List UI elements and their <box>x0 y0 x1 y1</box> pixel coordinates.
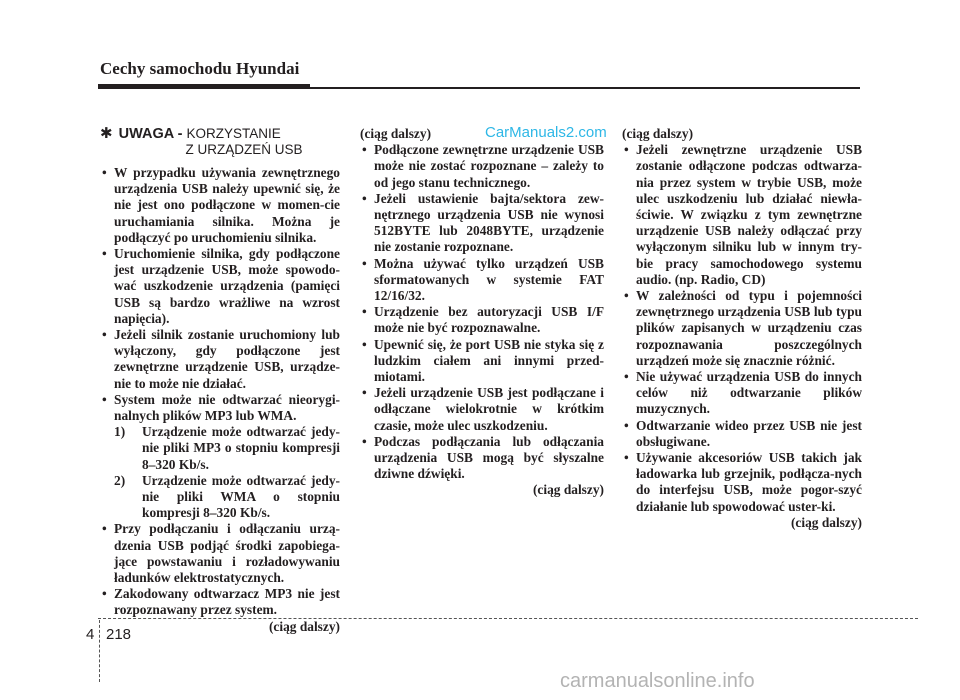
list-item: • W zależności od typu i pojemności zewnętrznego urządzenia USB lub typu plików zapisanych w urządzeniu czas rozpoznawania poszczególnych urządzeń może się znacznie różnić. <box>622 288 862 369</box>
list-item: • Urządzenie bez autoryzacji USB I/F może nie być rozpoznawalne. <box>360 304 604 336</box>
col1-bullet-list <box>100 165 340 619</box>
page-number: 218 <box>106 626 132 643</box>
continued-from-label: (ciąg dalszy) <box>622 126 694 141</box>
sub-item-text: Urządzenie może odtwarzać jedy-nie pliki WMA o stopniu kompresji 8–320 Kb/s. <box>142 472 340 521</box>
list-item: • Upewnić się, że port USB nie styka się z ludzkim ciałem ani innymi przed-miotami. <box>360 337 604 386</box>
page-header-title: Cechy samochodu Hyundai <box>100 59 300 78</box>
column-3 <box>622 126 862 531</box>
caution-heading-line1: KORZYSTANIE <box>186 126 281 141</box>
list-item: • Przy podłączaniu i odłączaniu urzą-dzenia USB podjąć środki zapobiega-jące powstawaniu i rozładowywaniu ładunków elektrostatycznych. <box>100 521 340 586</box>
col3-bullet-list <box>622 142 862 515</box>
list-item: • Uruchomienie silnika, gdy podłączone jest urządzenie USB, może spowodo-wać uszkodzenie urządzenia (pamięci USB są bardzo wrażliwe na wzrost napięcia). <box>100 246 340 327</box>
list-item: • Podłączone zewnętrzne urządzenie USB może nie zostać rozpoznane – zależy to od jego stanu technicznego. <box>360 142 604 191</box>
column-2 <box>360 126 604 499</box>
column-1 <box>100 126 340 635</box>
sub-item-number: 1) <box>114 424 126 440</box>
list-item: • Podczas podłączania lub odłączania urządzenia USB mogą być słyszalne dziwne dźwięki. <box>360 434 604 483</box>
col2-bullet-list <box>360 142 604 482</box>
list-item: • Jeżeli urządzenie USB jest podłączane i odłączane wielokrotnie w krótkim czasie, może ulec uszkodzeniu. <box>360 385 604 434</box>
list-item: • W przypadku używania zewnętrznego urządzenia USB należy upewnić się, że nie jest ono podłączone w momen-cie uruchamiania silnika. Można je podłączyć po uruchomieniu silnika. <box>100 165 340 246</box>
header-rule-thin <box>98 87 860 89</box>
continued-label: (ciąg dalszy) <box>790 514 862 530</box>
footer-vertical-dashed-rule <box>99 620 100 682</box>
list-item: • Jeżeli zewnętrzne urządzenie USB zostanie odłączone podczas odtwarza-nia przez system w trybie USB, może ulec uszkodzeniu lub działać niewła-ściwie. W związku z tym zewnętrzne urządzenie USB należy odłączać przy wyłączonym silniku lub w innym try-bie pracy samochodowego systemu audio. (np. Radio, CD) <box>622 142 862 288</box>
sub-item-text: Urządzenie może odtwarzać jedy-nie pliki MP3 o stopniu kompresji 8–320 Kb/s. <box>142 424 340 472</box>
list-item: • Odtwarzanie wideo przez USB nie jest obsługiwane. <box>622 418 862 450</box>
list-item: • Można używać tylko urządzeń USB sformatowanych w systemie FAT 12/16/32. <box>360 256 604 305</box>
list-item: • Zakodowany odtwarzacz MP3 nie jest rozpoznawany przez system. <box>100 586 340 618</box>
list-item <box>100 392 340 522</box>
sub-item-number: 2) <box>114 472 126 488</box>
caution-keyword: UWAGA - <box>118 126 183 142</box>
continued-label: (ciąg dalszy) <box>532 482 604 498</box>
caution-heading-line2: Z URZĄDZEŃ USB <box>185 142 303 157</box>
list-item: • Używanie akcesoriów USB takich jak ładowarka lub grzejnik, podłącza-nych do interfejsu USB, może pogor-szyć działanie lub spowodować uster-ki. <box>622 450 862 515</box>
asterisk-icon: ✱ <box>100 125 113 142</box>
list-item-text: System może nie odtwarzać nieorygi-nalnych plików MP3 lub WMA. <box>114 391 340 424</box>
watermark-carmanualsonline: carmanualsonline.info <box>560 670 755 692</box>
list-item: • Jeżeli silnik zostanie uruchomiony lub wyłączony, gdy podłączone jest zewnętrzne urządzenie USB, urządze-nie to może nie działać. <box>100 327 340 392</box>
chapter-number: 4 <box>86 626 95 643</box>
continued-label: (ciąg dalszy) <box>268 618 340 634</box>
list-item: • Jeżeli ustawienie bajta/sektora zew-nętrznego urządzenia USB nie wynosi 512BYTE lub 2048BYTE, urządzenie nie zostanie rozpoznane. <box>360 191 604 256</box>
list-item: • Nie używać urządzenia USB do innych celów niż odtwarzanie plików muzycznych. <box>622 369 862 418</box>
caution-heading <box>100 126 340 158</box>
watermark-carmanuals2: CarManuals2.com <box>485 124 607 141</box>
sub-list-item <box>114 424 340 473</box>
sub-list-item <box>114 473 340 522</box>
footer-dashed-rule <box>98 618 918 619</box>
sub-list <box>114 424 340 521</box>
continued-from-label: (ciąg dalszy) <box>360 126 432 141</box>
